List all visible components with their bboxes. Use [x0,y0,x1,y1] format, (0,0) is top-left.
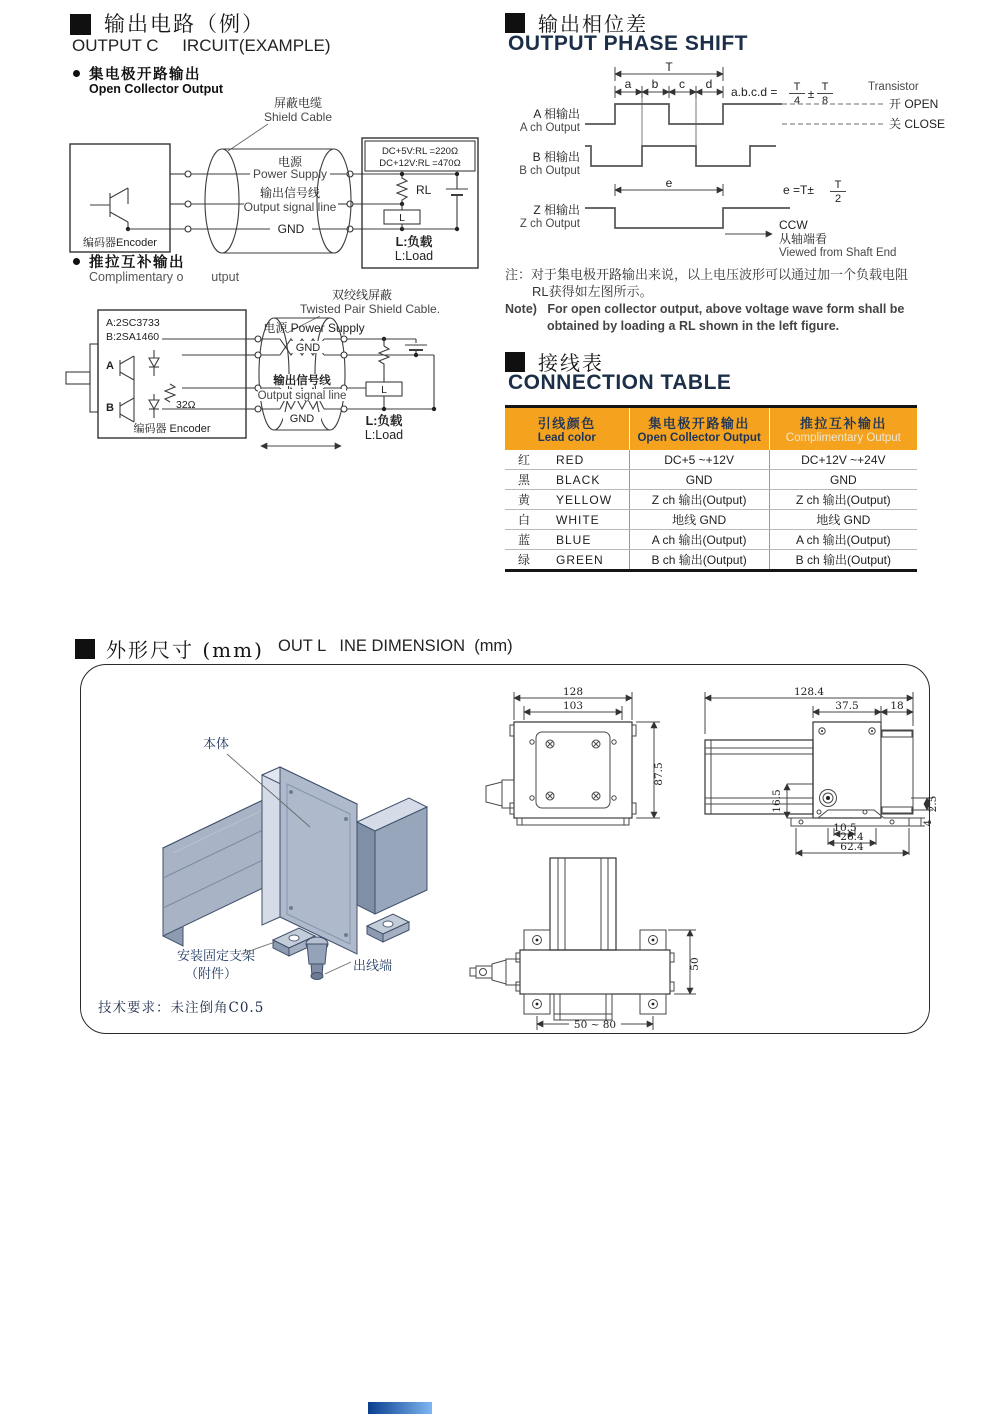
encoder-box [70,144,170,252]
dim-50-80: 50 ~ 80 [573,1019,617,1031]
dim-2-5: 2.5 [927,795,939,813]
dim-103: 103 [562,700,584,712]
header-en: Lead color [537,432,596,444]
abcd-formula [731,81,833,107]
a-label: a [624,77,632,91]
lead-color-en: YELLOW [556,492,613,507]
complementary-value: B ch 输出(Output) [769,550,917,569]
e-formula-lhs: e =T± [783,183,814,197]
t-label: T [665,60,673,74]
formula-lhs: a.b.c.d = [731,85,778,99]
power-label-en: Power Supply [252,167,328,181]
resistor-32-label: 32Ω [176,399,196,411]
complementary-heading-en: Complimentary o utput [89,270,240,284]
twisted-label-en: Twisted Pair Shield Cable. [299,302,441,316]
rl-value-12v: DC+12V:RL =470Ω [379,158,461,169]
lead-color-en: GREEN [556,552,604,567]
dim-37-5: 37.5 [835,700,859,712]
z-waveform [585,208,790,228]
complementary-circuit-diagram [62,288,502,473]
phase-title-en: OUTPUT PHASE SHIFT [508,32,749,55]
a-ch-label-en: A ch Output [519,122,580,134]
z-ch-label-en: Z ch Output [519,218,580,230]
frac-num: T [821,81,829,93]
dim-10-5: 10.5 [833,822,857,834]
front-view-shape [486,722,636,825]
c-label: c [679,77,685,91]
output-circuit-title-cn: 输出电路（例） [104,12,265,36]
plus-minus: ± [807,87,815,101]
header-en: Complimentary Output [785,432,901,444]
rl-label: RL [416,183,432,197]
open-collector-heading [73,63,201,84]
connection-title-en: CONNECTION TABLE [508,371,732,394]
lead-color-en: WHITE [556,512,600,527]
header-lead-color [505,408,629,450]
lead-color-en: BLUE [556,532,592,547]
page-footer-mark [368,1402,432,1414]
shield-cable-label-en: Shield Cable [263,110,333,124]
header-cn: 集电极开路输出 [648,416,750,431]
lead-color-cn: 绿 [518,553,532,567]
section-square-icon [505,352,525,372]
complementary-value: Z ch 输出(Output) [769,490,917,509]
front-view-drawing [462,682,697,857]
complementary-heading-cn: 推拉互补输出 [89,255,185,271]
dim-128: 128 [562,686,584,698]
phase-shift-diagram [500,62,965,262]
shaft-view-cn: 从轴端看 [779,232,828,246]
open-collector-value: DC+5 ~+12V [629,450,769,469]
frac-den: 2 [834,193,842,205]
phase-note-en-1: Note) For open collector output, above voltage wave form shall be [505,302,905,316]
shaft-shape [66,344,98,412]
load-l-label: L [381,384,387,396]
complementary-value: 地线 GND [769,510,917,529]
dim-50: 50 [689,957,701,971]
tech-requirement-note: 技术要求：未注倒角C0.5 [98,1000,265,1016]
e-dimension [615,176,723,196]
load-label-en: L:Load [394,249,434,263]
open-collector-heading-en: Open Collector Output [89,82,224,96]
z-ch-label-cn: Z 相输出 [533,203,580,217]
a-label: A [106,360,114,372]
connection-table-body [505,450,917,572]
gnd-label: GND [277,222,305,236]
dim-16-5: 16.5 [771,789,783,813]
load-l-label: L [399,212,405,224]
load-label-cn: L:负载 [365,414,403,428]
open-collector-value: 地线 GND [629,510,769,529]
signal-label-cn: 输出信号线 [273,375,331,387]
phase-note-cn-2: RL获得如左图所示。 [532,284,653,299]
gnd2-label: GND [289,413,315,425]
side-view-drawing [693,682,940,860]
bracket-label-1: 安装固定支架 [177,949,256,964]
a-ch-label-cn: A 相输出 [533,107,580,121]
transistor-a-label: A:2SC3733 [106,317,160,329]
rl-value-5v: DC+5V:RL =220Ω [381,146,459,157]
table-row [505,470,917,490]
lead-color-en: RED [556,452,585,467]
lead-color-cn: 黑 [518,473,532,487]
table-row [505,530,917,550]
header-complementary [769,408,917,450]
lead-color-cn: 红 [518,453,532,467]
open-collector-value: A ch 输出(Output) [629,530,769,549]
outline-title-en: OUT L INE DIMENSION (mm) [278,637,513,655]
dim-18: 18 [890,700,904,712]
bottom-view-dimensions [537,930,701,1031]
complementary-heading [73,251,185,272]
twisted-label-cn: 双绞线屏蔽 [331,288,393,302]
load-box [362,138,478,268]
encoder-label: 编码器Encoder [83,237,157,249]
e-formula [783,179,846,205]
open-collector-value: B ch 输出(Output) [629,550,769,569]
a-waveform [585,104,782,124]
phase-note-en-2: obtained by loading a RL shown in the left figure. [547,319,840,333]
header-cn: 引线颜色 [537,416,596,431]
complementary-value: DC+12V ~+24V [769,450,917,469]
frac-num: T [793,81,801,93]
signal-label-cn: 输出信号线 [259,186,321,200]
signal-label-en: Output signal line [257,390,347,402]
side-view-shape [705,722,913,826]
table-row [505,510,917,530]
b-waveform [585,146,776,166]
front-view-dimensions [514,686,665,818]
bottom-view-shape [470,858,674,1020]
isometric-view [95,692,440,992]
lead-color-cn: 黄 [518,493,532,507]
frac-den: 8 [821,95,829,107]
outline-title-cn: 外形尺寸 (mm) [106,638,264,662]
connection-table-header [505,405,917,450]
bullet-icon [73,70,80,77]
dim-87-5: 87.5 [653,762,665,786]
encoder-3d-drawing [163,767,427,980]
section-square-icon [75,639,95,659]
section-square-icon [70,14,91,35]
b-label: B [106,402,114,414]
open-collector-heading-cn: 集电极开路输出 [89,67,201,83]
connection-title-cn: 接线表 [538,351,604,375]
transistor-b-label: B:2SA1460 [106,331,160,343]
dim-128-4: 128.4 [793,686,825,698]
open-label: 开 OPEN [889,97,939,111]
connection-table [505,405,917,572]
encoder-box [98,310,255,438]
bullet-icon [73,258,80,265]
lead-color-en: BLACK [556,472,601,487]
signal-label-en: Output signal line [243,200,337,214]
complementary-value: GND [769,470,917,489]
encoder-label: 编码器 Encoder [133,423,211,435]
lead-color-cn: 白 [518,513,532,527]
b-ch-label-en: B ch Output [519,165,580,177]
frac-den: 4 [793,95,801,107]
dim-62-4: 62.4 [840,841,864,853]
bracket-label-2: （附件） [185,967,238,982]
load-label-en: L:Load [364,428,404,442]
side-view-dimensions [705,686,939,855]
table-row [505,490,917,510]
load-circuit [365,337,436,442]
bottom-view-drawing [462,852,702,1042]
power-label-cn: 电源 [277,155,303,169]
shield-cable-label-cn: 屏蔽电缆 [273,96,323,110]
d-label: d [705,77,713,91]
lead-color-cn: 蓝 [518,533,532,547]
header-cn: 推拉互补输出 [799,416,887,431]
header-open-collector [629,408,769,450]
b-label: b [651,77,659,91]
output-circuit-title-en: OUTPUT C IRCUIT(EXAMPLE) [72,36,331,55]
shaft-view-en: Viewed from Shaft End [779,247,897,259]
header-en: Open Collector Output [637,432,761,444]
load-label-cn: L:负载 [395,235,433,249]
ccw-label: CCW [779,218,808,232]
close-label: 关 CLOSE [889,117,946,131]
frac-num: T [834,179,842,191]
b-ch-label-cn: B 相输出 [532,150,580,164]
complementary-value: A ch 输出(Output) [769,530,917,549]
outlet-label: 出线端 [353,959,393,974]
phase-note-cn-1: 注：对于集电极开路输出来说，以上电压波形可以通过加一个负载电阻 [505,267,909,282]
body-label: 本体 [203,737,230,752]
open-collector-value: GND [629,470,769,489]
transistor-label: Transistor [868,81,919,93]
table-row [505,450,917,470]
open-collector-value: Z ch 输出(Output) [629,490,769,509]
dim-26-4: 26.4 [840,831,864,843]
gnd1-label: GND [295,342,321,354]
e-label: e [665,176,673,190]
dim-4: 4 [922,819,934,827]
table-row [505,550,917,569]
power-label: 电源 Power Supply [263,321,365,335]
phase-title-cn: 输出相位差 [538,12,648,36]
section-square-icon [505,13,525,33]
